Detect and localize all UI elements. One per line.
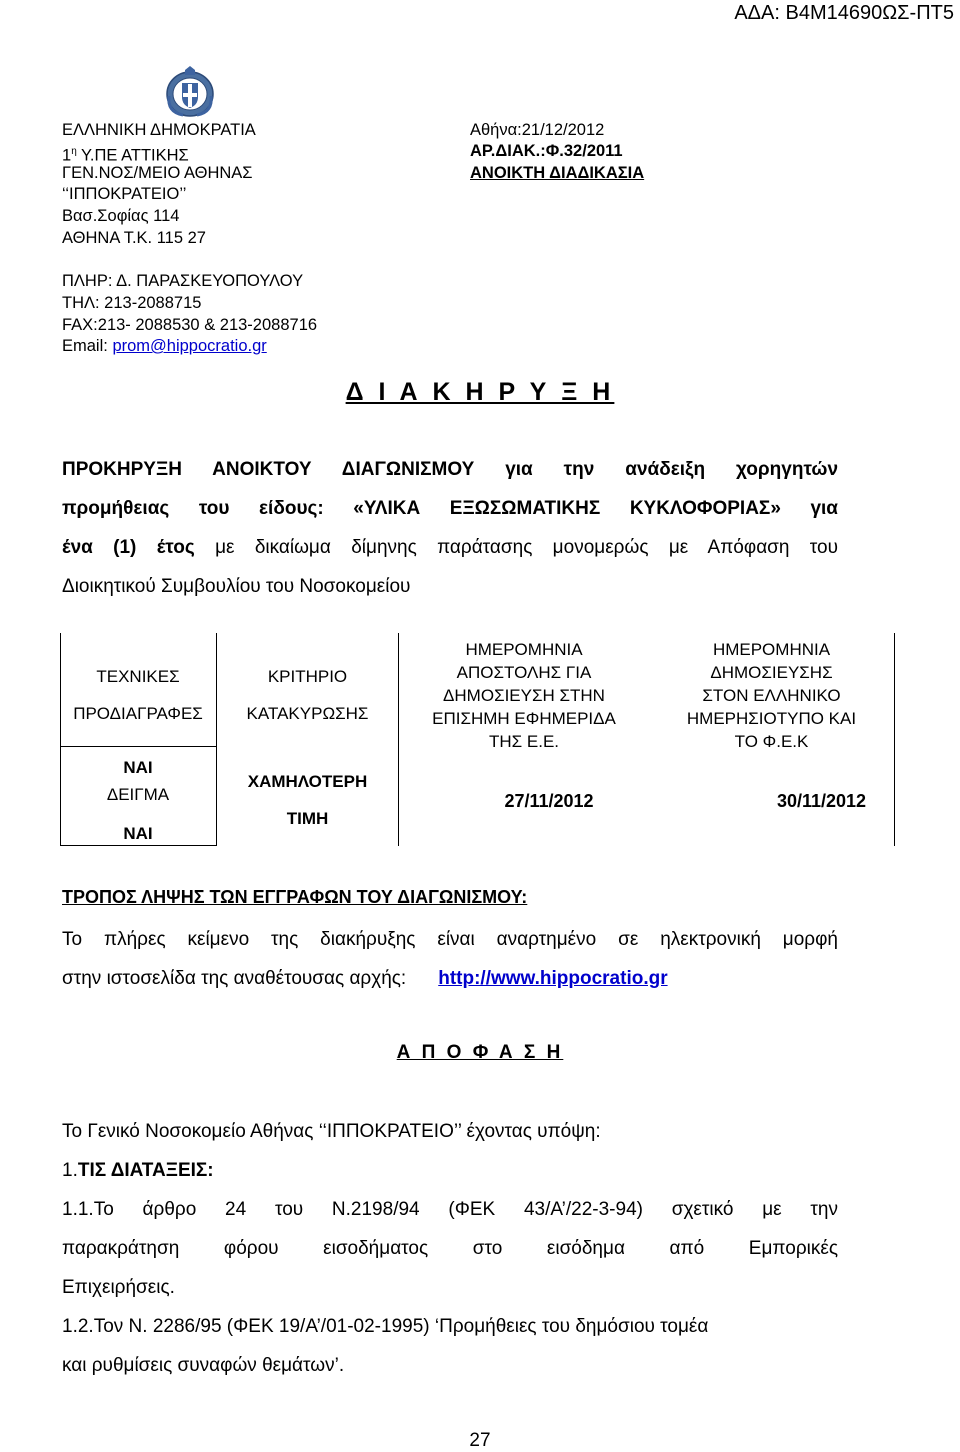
table-border [60, 845, 217, 846]
sender-line-3: ΓΕΝ.ΝΟΣ/ΜΕΙΟ ΑΘΗΝΑΣ [62, 164, 253, 182]
sender-line-6: ΑΘΗΝΑ Τ.Κ. 115 27 [62, 229, 206, 247]
word: κείμενο [187, 929, 272, 950]
word: είναι [437, 929, 497, 950]
word: σε [618, 929, 661, 950]
sender-line-2-num: 1 [62, 146, 72, 165]
body-item-1-row-3: Επιχειρήσεις. [62, 1277, 175, 1298]
greek-emblem-icon [165, 66, 215, 118]
header-eu-line: ΗΜΕΡΟΜΗΝΙΑ [465, 640, 583, 659]
word: του [274, 1199, 332, 1220]
header-criterion-1: ΚΡΙΤΗΡΙΟ [267, 667, 348, 686]
body-intro: Το Γενικό Νοσοκομείο Αθήνας ‘‘ΙΠΠΟΚΡΑΤΕΙΟ’’ έχοντας υπόψη: [62, 1121, 601, 1142]
word: μορφή [782, 929, 838, 950]
body-item-1-row-2 [62, 1229, 838, 1268]
header-criterion-2: ΚΑΤΑΚΥΡΩΣΗΣ [246, 704, 369, 723]
email-line [62, 336, 267, 357]
word: από [669, 1238, 749, 1259]
word: την [810, 1199, 838, 1220]
fax: FAX:213- 2088530 & 213-2088716 [62, 316, 318, 334]
proclamation-row-3-rest: με δικαίωμα δίμηνης παράτασης μονομερώς με Απόφαση του [194, 537, 838, 558]
decision-body [62, 1112, 838, 1385]
docs-heading: ΤΡΟΠΟΣ ΛΗΨΗΣ ΤΩΝ ΕΓΓΡΑΦΩΝ ΤΟΥ ΔΙΑΓΩΝΙΣΜΟΥ: [62, 887, 528, 907]
body-item-2-row-1: 1.2.Τον Ν. 2286/95 (ΦΕΚ 19/Α’/01-02-1995) ‘Προμήθειες του δημόσιου τομέα [62, 1316, 709, 1337]
word: ηλεκτρονική [660, 929, 783, 950]
docs-row-2 [62, 959, 838, 998]
proclamation-row-1 [62, 450, 838, 489]
body-item-1-row-1 [62, 1190, 838, 1229]
sender-line-1: ΕΛΛΗΝΙΚΗ ΔΗΜΟΚΡΑΤΙΑ [62, 121, 256, 139]
header-eu-date [399, 638, 649, 753]
header-eu-line: ΔΗΜΟΣΙΕΥΣΗ ΣΤΗΝ [443, 686, 605, 705]
word: την [563, 459, 626, 480]
word: στο [472, 1238, 547, 1259]
header-eu-line: ΑΠΟΣΤΟΛΗΣ ΓΙΑ [456, 663, 592, 682]
word: εισόδημα [546, 1238, 670, 1259]
value-eu-date: 27/11/2012 [504, 791, 594, 811]
proclamation-paragraph [62, 450, 838, 606]
sender-line-2-rest: Υ.ΠΕ ΑΤΤΙΚΗΣ [76, 146, 189, 165]
table-border [894, 633, 895, 846]
header-gr-line: ΤΟ Φ.Ε.Κ [734, 732, 809, 751]
sender-line-5: Βασ.Σοφίας 114 [62, 207, 180, 225]
ada-code: ΑΔΑ: Β4Μ14690ΩΣ-ΠΤ5 [734, 2, 954, 24]
word: αναρτημένο [496, 929, 619, 950]
hippocratio-url-link[interactable]: http://www.hippocratio.gr [438, 968, 668, 989]
ref-date: Αθήνα:21/12/2012 [470, 121, 605, 139]
header-gr-date [649, 638, 894, 753]
header-gr-line: ΗΜΕΡΗΣΙΟΤΥΠΟ ΚΑΙ [686, 709, 857, 728]
section-number: 1. [62, 1160, 78, 1181]
info-person: ΠΛΗΡ: Δ. ΠΑΡΑΣΚΕΥΟΠΟΥΛΟΥ [62, 272, 304, 290]
word: 43/Α’/22-3-94) [523, 1199, 672, 1220]
ref-protocol: ΑΡ.ΔΙΑΚ.:Φ.32/2011 [470, 142, 623, 160]
value-specs-yes: ΝΑΙ [123, 758, 153, 777]
word: Το [62, 929, 104, 950]
word: Ν.2198/94 [331, 1199, 449, 1220]
word: χορηγητών [736, 459, 839, 480]
word: εισοδήματος [323, 1238, 473, 1259]
section-title: ΤΙΣ ΔΙΑΤΑΞΕΙΣ: [77, 1160, 214, 1181]
word: 24 [225, 1199, 275, 1220]
decision-title: Α Π Ο Φ Α Σ Η [396, 1042, 564, 1063]
word: 1.1.Το [62, 1199, 143, 1220]
header-eu-line: ΕΠΙΣΗΜΗ ΕΦΗΜΕΡΙΔΑ [432, 709, 616, 728]
value-criterion-1: ΧΑΜΗΛΟΤΕΡΗ [247, 772, 368, 791]
word: ανάδειξη [625, 459, 737, 480]
header-tech-specs-2: ΠΡΟΔΙΑΓΡΑΦΕΣ [73, 704, 203, 723]
value-sample-yes: ΝΑΙ [123, 824, 153, 843]
proclamation-duration: ένα (1) έτος [62, 537, 195, 558]
sender-line-4: ‘‘ΙΠΠΟΚΡΑΤΕΙΟ’’ [62, 185, 187, 203]
table-border [60, 746, 217, 747]
value-gr-date: 30/11/2012 [776, 791, 867, 811]
word: πλήρες [103, 929, 188, 950]
docs-row-1 [62, 920, 838, 959]
word: σχετικό [671, 1199, 763, 1220]
page-number: 27 [469, 1430, 491, 1451]
docs-row-2-text: στην ιστοσελίδα της αναθέτουσας αρχής: [62, 968, 407, 989]
word: Εμπορικές [748, 1238, 838, 1259]
docs-paragraph [62, 920, 838, 998]
header-eu-line: ΤΗΣ Ε.Ε. [488, 732, 560, 751]
word: παρακράτηση [62, 1238, 224, 1259]
word: άρθρο [142, 1199, 226, 1220]
ref-procedure: ΑΝΟΙΚΤΗ ΔΙΑΔΙΚΑΣΙΑ [470, 164, 645, 182]
proclamation-row-3 [62, 528, 838, 567]
header-gr-line: ΗΜΕΡΟΜΗΝΙΑ [712, 640, 831, 659]
tender-table [60, 633, 895, 846]
proclamation-row-2: προμήθειας του είδους: «ΥΛΙΚΑ ΕΞΩΣΩΜΑΤΙΚΗΣ ΚΥΚΛΟΦΟΡΙΑΣ» για [62, 498, 838, 519]
phone: ΤΗΛ: 213-2088715 [62, 294, 202, 312]
header-tech-specs-1: ΤΕΧΝΙΚΕΣ [96, 667, 180, 686]
document-title: Δ Ι Α Κ Η Ρ Υ Ξ Η [345, 378, 615, 406]
email-link[interactable]: prom@hippocratio.gr [112, 337, 267, 355]
word: με [762, 1199, 811, 1220]
value-criterion-2: ΤΙΜΗ [286, 809, 329, 828]
word: φόρου [223, 1238, 324, 1259]
word: (ΦΕΚ [448, 1199, 524, 1220]
header-gr-line: ΣΤΟΝ ΕΛΛΗΝΙΚΟ [702, 686, 841, 705]
body-section-heading [62, 1151, 838, 1190]
proclamation-row-4: Διοικητικού Συμβουλίου του Νοσοκομείου [62, 576, 411, 597]
value-sample-label: ΔΕΙΓΜΑ [106, 785, 170, 804]
word: ΠΡΟΚΗΡΥΞΗ ΑΝΟΙΚΤΟΥ ΔΙΑΓΩΝΙΣΜΟΥ για [62, 459, 564, 480]
sender-line-2-sup: η [71, 146, 77, 157]
header-gr-line: ΔΗΜΟΣΙΕΥΣΗΣ [710, 663, 833, 682]
body-item-2-row-2: και ρυθμίσεις συναφών θεμάτων’. [62, 1355, 345, 1376]
word: της [271, 929, 321, 950]
word: διακήρυξης [320, 929, 438, 950]
email-label: Email: [62, 337, 113, 355]
